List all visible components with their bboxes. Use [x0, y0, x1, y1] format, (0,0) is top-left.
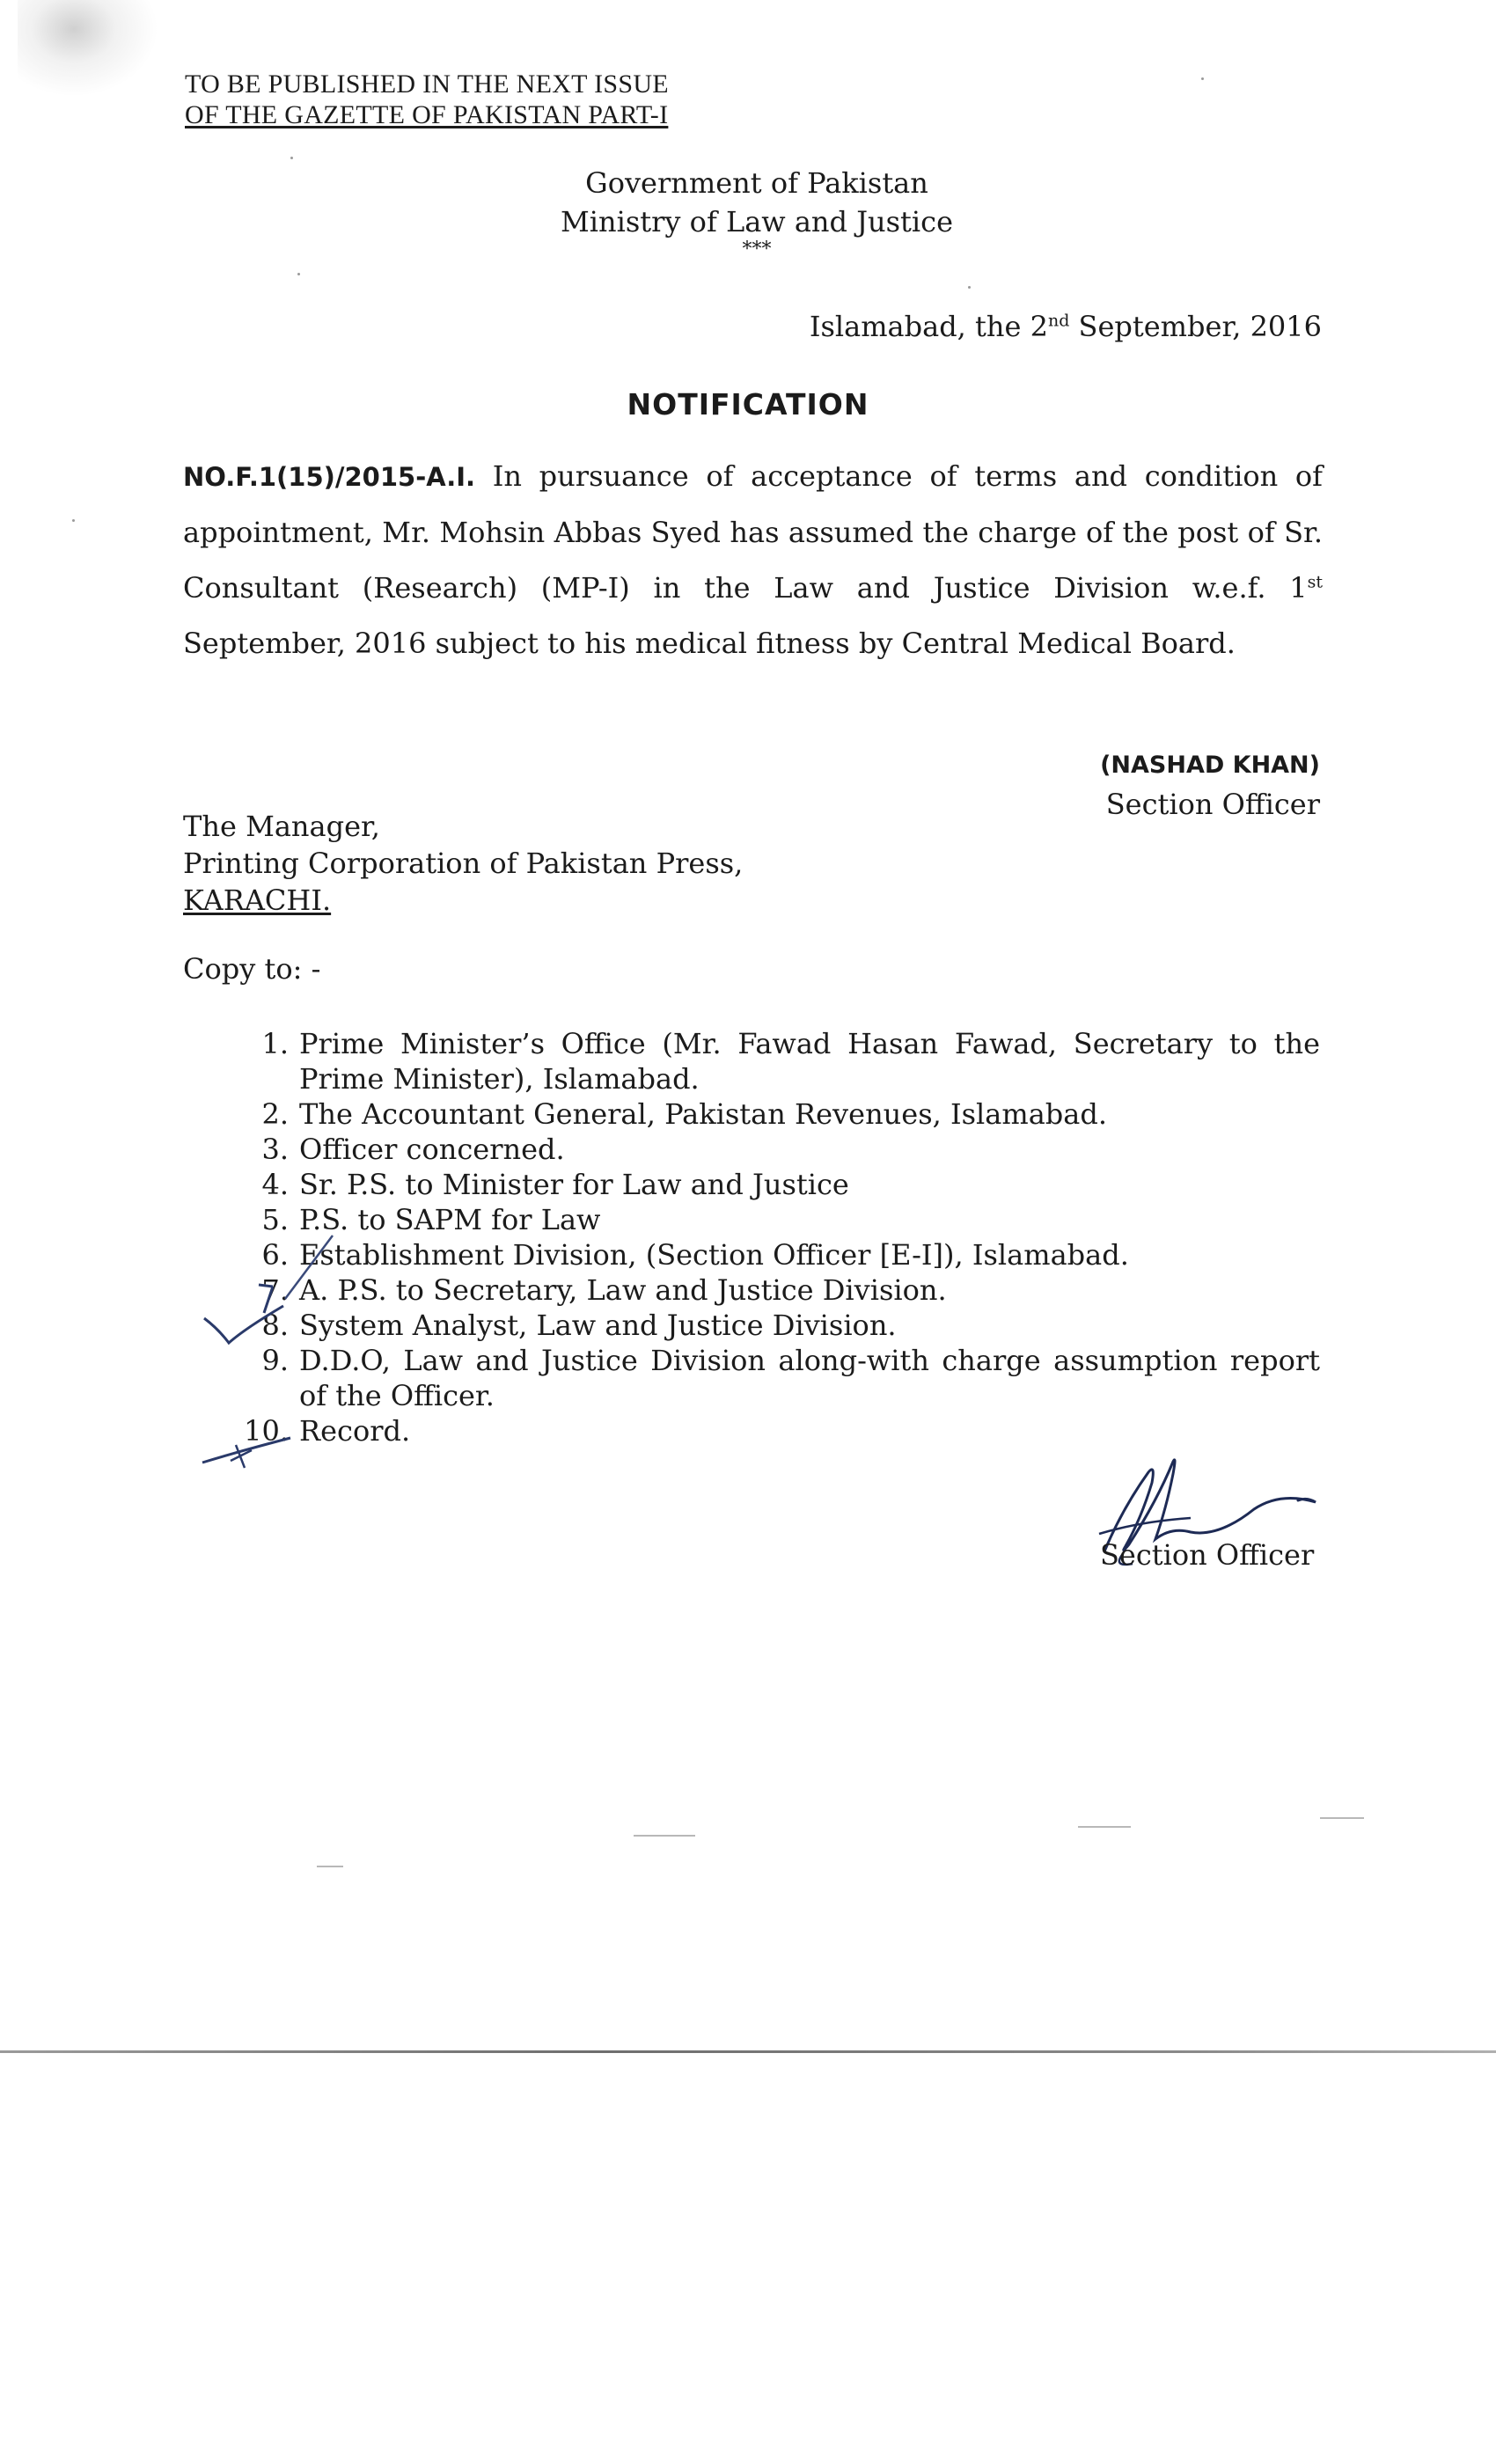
gazette-line-1: TO BE PUBLISHED IN THE NEXT ISSUE — [185, 70, 669, 99]
copy-list-item — [238, 1132, 1320, 1167]
signer-designation: Section Officer — [1105, 788, 1320, 821]
gazette-line-2: OF THE GAZETTE OF PAKISTAN PART-I — [185, 100, 669, 129]
item-text: System Analyst, Law and Justice Division. — [299, 1309, 897, 1342]
item-number: 10. — [244, 1414, 289, 1448]
item-number: 6. — [261, 1238, 289, 1272]
item-text: Establishment Division, (Section Officer [E-I]), Islamabad. — [299, 1238, 1129, 1272]
copy-list-item — [238, 1096, 1320, 1132]
scan-speck — [290, 157, 293, 159]
notification-title: NOTIFICATION — [627, 387, 869, 422]
signer-name: (NASHAD KHAN) — [1100, 752, 1320, 779]
signer-block — [1100, 746, 1320, 824]
address-line-1: The Manager, — [183, 810, 380, 843]
copy-list-item — [238, 1026, 1320, 1096]
page-edge-line — [0, 2050, 1496, 2053]
body-ordinal: st — [1307, 572, 1323, 592]
scan-artifact — [1320, 1817, 1364, 1819]
scan-artifact — [1078, 1826, 1131, 1828]
item-number: 7. — [261, 1273, 289, 1307]
item-number: 4. — [261, 1168, 289, 1201]
address-line-2: Printing Corporation of Pakistan Press, — [183, 847, 744, 880]
reference-number: NO.F.1(15)/2015-A.I. — [183, 462, 476, 492]
item-text: The Accountant General, Pakistan Revenues, Islamabad. — [299, 1097, 1107, 1131]
address-line-3: KARACHI. — [183, 884, 332, 917]
letterhead — [440, 164, 1074, 259]
copy-to-label: Copy to: - — [183, 952, 321, 986]
notification-body — [183, 449, 1323, 671]
scan-speck — [72, 519, 75, 522]
body-text-1: In pursuance of acceptance of terms and condition of appointment, Mr. Mohsin Abbas Syed has assumed the charge of the post of Sr. Consultant (Research) (MP-I) in the Law and Justice Division w.e.f. 1 — [183, 459, 1323, 605]
item-text: Officer concerned. — [299, 1133, 565, 1166]
item-text: Prime Minister’s Office (Mr. Fawad Hasan Fawad, Secretary to the Prime Minister), Islamabad. — [299, 1027, 1320, 1096]
scan-artifact — [634, 1835, 695, 1837]
item-number: 8. — [261, 1309, 289, 1342]
copy-list — [238, 1026, 1320, 1448]
item-number: 2. — [261, 1097, 289, 1131]
item-text: P.S. to SAPM for Law — [299, 1203, 601, 1236]
header-stars: *** — [742, 238, 772, 260]
copy-list-item — [238, 1237, 1320, 1272]
scan-speck — [1201, 77, 1204, 80]
scan-speck — [297, 273, 300, 275]
item-number: 3. — [261, 1133, 289, 1166]
item-text: Record. — [299, 1414, 411, 1448]
scan-smudge — [18, 0, 158, 97]
copy-list-item — [238, 1308, 1320, 1343]
date-prefix: Islamabad, the 2 — [809, 310, 1048, 343]
date-ordinal: nd — [1047, 311, 1070, 331]
scan-speck — [968, 286, 971, 289]
date-suffix: September, 2016 — [1069, 310, 1322, 343]
scan-artifact — [317, 1866, 343, 1867]
item-text: D.D.O, Law and Justice Division along-with charge assumption report of the Officer. — [299, 1344, 1320, 1412]
copy-list-item — [238, 1272, 1320, 1308]
item-number: 5. — [261, 1203, 289, 1236]
signature-designation: Section Officer — [1100, 1538, 1315, 1572]
copy-list-item — [238, 1167, 1320, 1202]
copy-list-item — [238, 1202, 1320, 1237]
body-text-2: September, 2016 subject to his medical fitness by Central Medical Board. — [183, 627, 1236, 660]
item-text: A. P.S. to Secretary, Law and Justice Division. — [299, 1273, 947, 1307]
gazette-note — [185, 69, 669, 130]
government-name: Government of Pakistan — [585, 166, 928, 200]
copy-list-item — [238, 1343, 1320, 1413]
issue-date — [810, 310, 1322, 343]
copy-list-item — [238, 1413, 1320, 1448]
item-number: 1. — [261, 1027, 289, 1060]
recipient-address — [183, 808, 743, 919]
ministry-name: Ministry of Law and Justice — [561, 205, 953, 238]
item-text: Sr. P.S. to Minister for Law and Justice — [299, 1168, 849, 1201]
item-number: 9. — [261, 1344, 289, 1377]
